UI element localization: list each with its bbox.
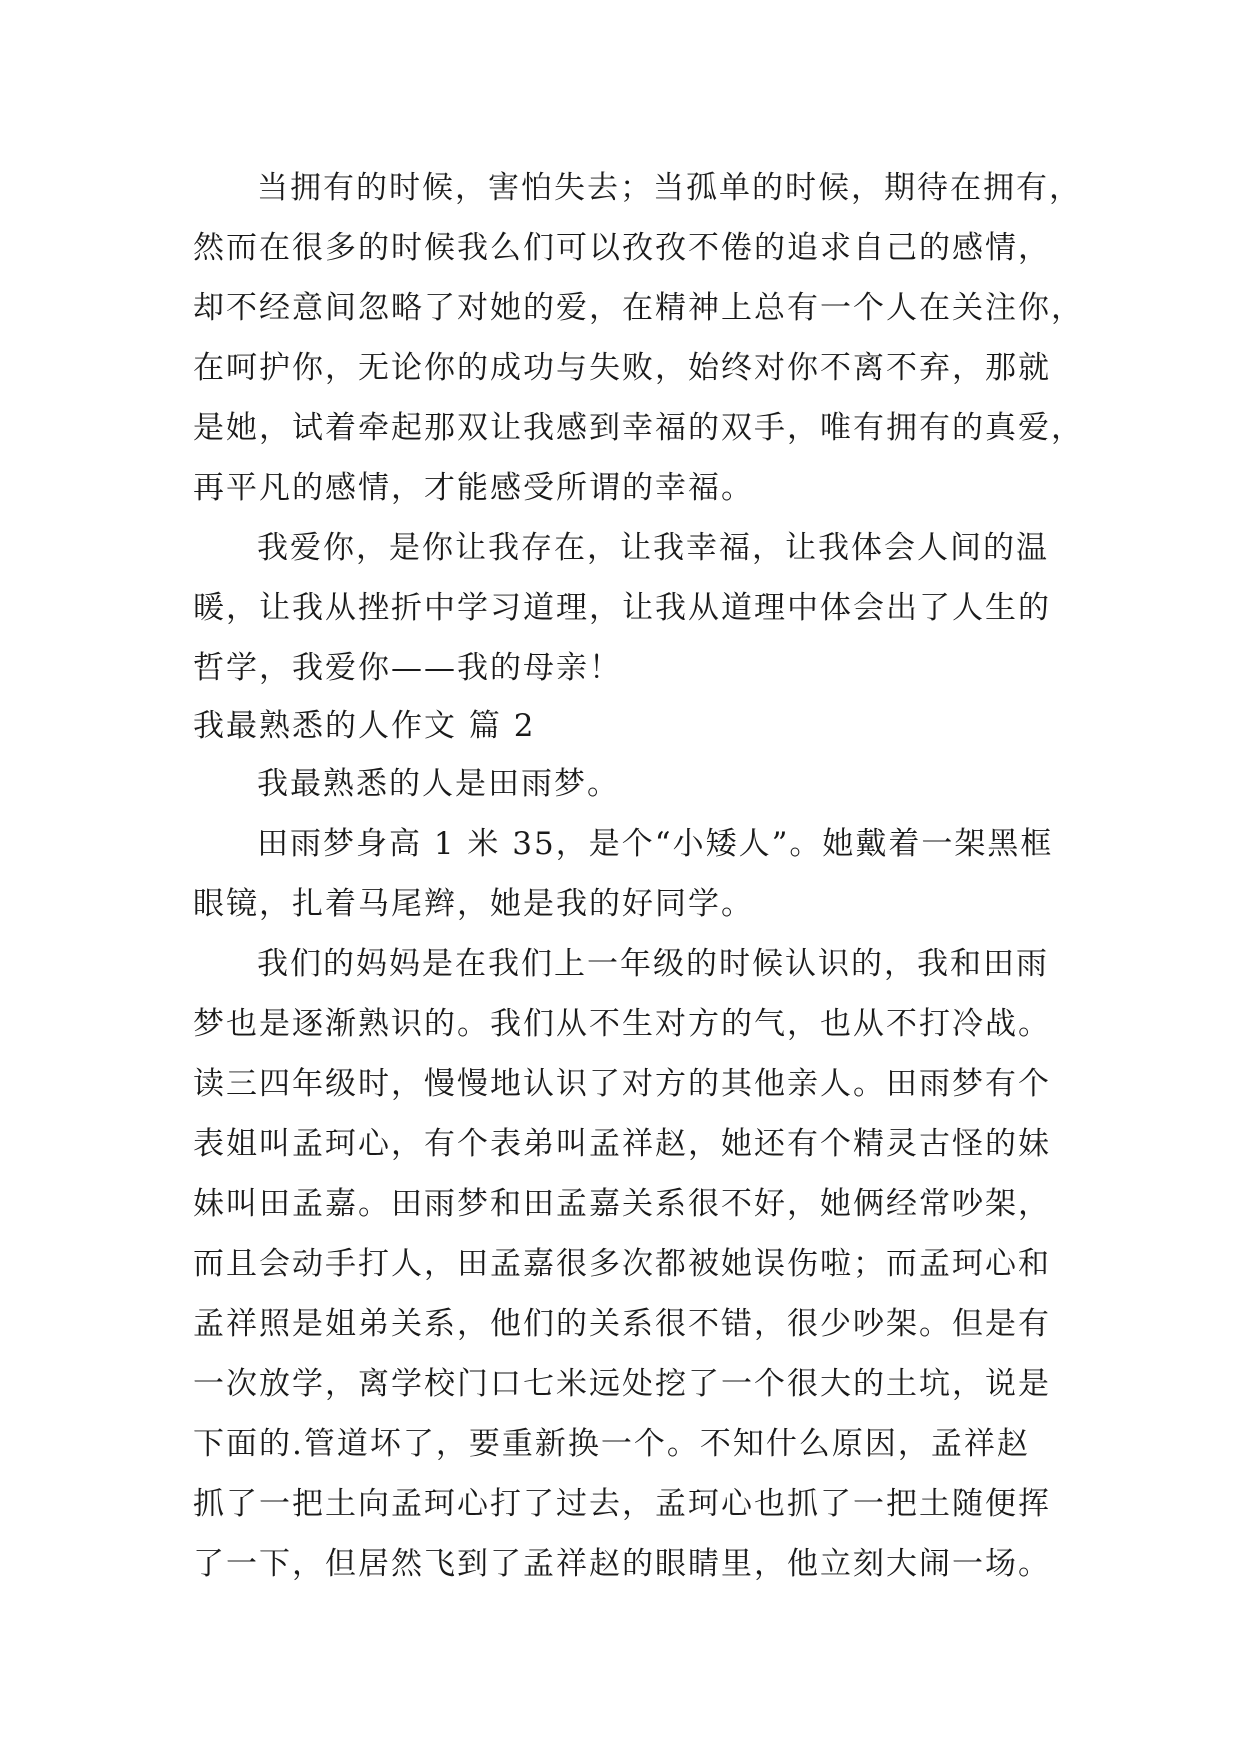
- paragraph-line: 却不经意间忽略了对她的爱，在精神上总有一个人在关注你，: [193, 290, 1084, 326]
- paragraph-line: 暖，让我从挫折中学习道理，让我从道理中体会出了人生的: [193, 590, 1051, 626]
- paragraph-line: 在呵护你，无论你的成功与失败，始终对你不离不弃，那就: [193, 350, 1051, 386]
- paragraph-line: 读三四年级时，慢慢地认识了对方的其他亲人。田雨梦有个: [193, 1066, 1051, 1102]
- paragraph-line: 我爱你，是你让我存在，让我幸福，让我体会人间的温: [257, 530, 1049, 566]
- paragraph-line: 再平凡的感情，才能感受所谓的幸福。: [193, 470, 754, 506]
- paragraph-line: 然而在很多的时候我么们可以孜孜不倦的追求自己的感情，: [193, 230, 1051, 266]
- paragraph-line: 梦也是逐渐熟识的。我们从不生对方的气，也从不打冷战。: [193, 1006, 1051, 1042]
- paragraph-line: 妹叫田孟嘉。田雨梦和田孟嘉关系很不好，她俩经常吵架，: [193, 1186, 1051, 1222]
- paragraph-line: 下面的.管道坏了，要重新换一个。不知什么原因，孟祥赵: [193, 1426, 1030, 1462]
- paragraph-line: 是她，试着牵起那双让我感到幸福的双手，唯有拥有的真爱，: [193, 410, 1084, 446]
- paragraph-line: 抓了一把土向孟珂心打了过去，孟珂心也抓了一把土随便挥: [193, 1486, 1051, 1522]
- paragraph-line: 我最熟悉的人是田雨梦。: [257, 766, 620, 802]
- paragraph-line: 孟祥照是姐弟关系，他们的关系很不错，很少吵架。但是有: [193, 1306, 1051, 1342]
- section-title: 我最熟悉的人作文 篇 2: [193, 708, 536, 744]
- paragraph-line: 一次放学，离学校门口七米远处挖了一个很大的土坑，说是: [193, 1366, 1051, 1402]
- paragraph-line: 我们的妈妈是在我们上一年级的时候认识的，我和田雨: [257, 946, 1049, 982]
- paragraph-line: 田雨梦身高 1 米 35，是个“小矮人”。她戴着一架黑框: [257, 826, 1054, 862]
- paragraph-line: 眼镜，扎着马尾辫，她是我的好同学。: [193, 886, 754, 922]
- paragraph-line: 而且会动手打人，田孟嘉很多次都被她误伤啦；而孟珂心和: [193, 1246, 1051, 1282]
- paragraph-line: 当拥有的时候，害怕失去；当孤单的时候，期待在拥有，: [257, 170, 1082, 206]
- paragraph-line: 哲学，我爱你——我的母亲！: [193, 650, 622, 686]
- paragraph-line: 表姐叫孟珂心，有个表弟叫孟祥赵，她还有个精灵古怪的妹: [193, 1126, 1051, 1162]
- paragraph-line: 了一下，但居然飞到了孟祥赵的眼睛里，他立刻大闹一场。: [193, 1546, 1051, 1582]
